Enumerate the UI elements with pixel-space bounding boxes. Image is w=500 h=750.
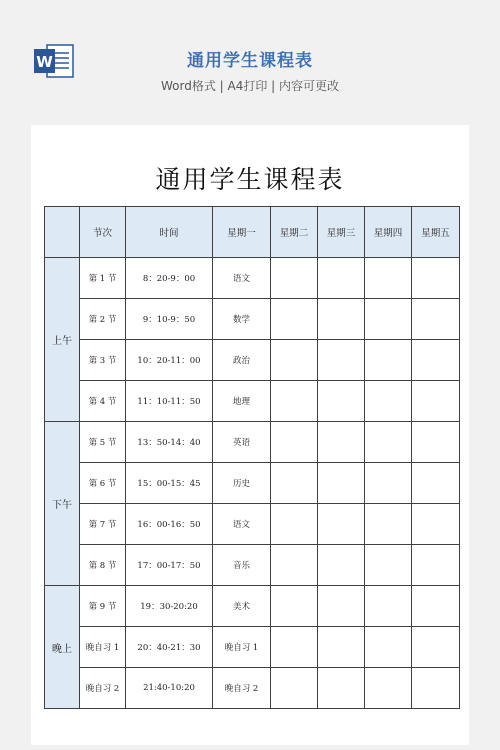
thursday-cell bbox=[365, 627, 412, 668]
time-cell: 20：40-21：30 bbox=[126, 627, 213, 668]
session-cell: 第 6 节 bbox=[80, 463, 126, 504]
svg-text:W: W bbox=[36, 53, 53, 71]
tuesday-cell bbox=[271, 299, 318, 340]
friday-cell bbox=[412, 463, 460, 504]
wednesday-cell bbox=[318, 299, 365, 340]
monday-cell: 政治 bbox=[213, 340, 271, 381]
wednesday-cell bbox=[318, 504, 365, 545]
table-row bbox=[45, 299, 460, 340]
session-cell: 第 5 节 bbox=[80, 422, 126, 463]
table-header-row bbox=[45, 207, 460, 258]
monday-cell: 晚自习 1 bbox=[213, 627, 271, 668]
wednesday-cell bbox=[318, 381, 365, 422]
monday-cell: 美术 bbox=[213, 586, 271, 627]
tuesday-cell bbox=[271, 668, 318, 709]
wednesday-cell bbox=[318, 545, 365, 586]
period-evening: 晚上 bbox=[45, 586, 80, 709]
wednesday-cell bbox=[318, 463, 365, 504]
friday-cell bbox=[412, 586, 460, 627]
session-cell: 第 3 节 bbox=[80, 340, 126, 381]
banner-title: 通用学生课程表 bbox=[187, 51, 313, 71]
thursday-cell bbox=[365, 422, 412, 463]
document-page bbox=[31, 125, 469, 745]
header-cell-friday: 星期五 bbox=[412, 207, 460, 258]
monday-cell: 晚自习 2 bbox=[213, 668, 271, 709]
time-cell: 16：00-16：50 bbox=[126, 504, 213, 545]
header-cell-time: 时间 bbox=[126, 207, 213, 258]
period-afternoon: 下午 bbox=[45, 422, 80, 586]
document-title: 通用学生课程表 bbox=[155, 165, 345, 194]
friday-cell bbox=[412, 668, 460, 709]
time-cell: 10：20-11：00 bbox=[126, 340, 213, 381]
table-row bbox=[45, 258, 460, 299]
table-row bbox=[45, 340, 460, 381]
thursday-cell bbox=[365, 545, 412, 586]
monday-cell: 数学 bbox=[213, 299, 271, 340]
thursday-cell bbox=[365, 258, 412, 299]
time-cell: 9：10-9：50 bbox=[126, 299, 213, 340]
time-cell: 17：00-17：50 bbox=[126, 545, 213, 586]
wednesday-cell bbox=[318, 668, 365, 709]
period-morning: 上午 bbox=[45, 258, 80, 422]
header-cell-tuesday: 星期二 bbox=[271, 207, 318, 258]
thursday-cell bbox=[365, 299, 412, 340]
header-cell-session: 节次 bbox=[80, 207, 126, 258]
session-cell: 第 1 节 bbox=[80, 258, 126, 299]
friday-cell bbox=[412, 340, 460, 381]
friday-cell bbox=[412, 422, 460, 463]
monday-cell: 语文 bbox=[213, 258, 271, 299]
wednesday-cell bbox=[318, 422, 365, 463]
thursday-cell bbox=[365, 586, 412, 627]
session-cell: 晚自习 2 bbox=[80, 668, 126, 709]
table-row bbox=[45, 463, 460, 504]
monday-cell: 地理 bbox=[213, 381, 271, 422]
thursday-cell bbox=[365, 463, 412, 504]
monday-cell: 语文 bbox=[213, 504, 271, 545]
table-row bbox=[45, 586, 460, 627]
time-cell: 19：30-20:20 bbox=[126, 586, 213, 627]
table-row bbox=[45, 504, 460, 545]
session-cell: 第 2 节 bbox=[80, 299, 126, 340]
time-cell: 13：50-14：40 bbox=[126, 422, 213, 463]
tuesday-cell bbox=[271, 340, 318, 381]
session-cell: 第 4 节 bbox=[80, 381, 126, 422]
banner-subtitle: Word格式 | A4打印 | 内容可更改 bbox=[160, 79, 340, 93]
tuesday-cell bbox=[271, 422, 318, 463]
schedule-table bbox=[44, 206, 460, 709]
thursday-cell bbox=[365, 668, 412, 709]
table-row bbox=[45, 545, 460, 586]
friday-cell bbox=[412, 504, 460, 545]
table-row bbox=[45, 422, 460, 463]
tuesday-cell bbox=[271, 545, 318, 586]
wednesday-cell bbox=[318, 627, 365, 668]
friday-cell bbox=[412, 627, 460, 668]
time-cell: 11：10-11：50 bbox=[126, 381, 213, 422]
header-cell-wednesday: 星期三 bbox=[318, 207, 365, 258]
wednesday-cell bbox=[318, 586, 365, 627]
time-cell: 21:40-10:20 bbox=[126, 668, 213, 709]
header-cell-thursday: 星期四 bbox=[365, 207, 412, 258]
thursday-cell bbox=[365, 340, 412, 381]
tuesday-cell bbox=[271, 381, 318, 422]
time-cell: 8：20-9：00 bbox=[126, 258, 213, 299]
monday-cell: 历史 bbox=[213, 463, 271, 504]
thursday-cell bbox=[365, 504, 412, 545]
session-cell: 晚自习 1 bbox=[80, 627, 126, 668]
time-cell: 15：00-15：45 bbox=[126, 463, 213, 504]
tuesday-cell bbox=[271, 586, 318, 627]
table-row bbox=[45, 668, 460, 709]
monday-cell: 英语 bbox=[213, 422, 271, 463]
banner bbox=[0, 0, 500, 125]
table-row bbox=[45, 381, 460, 422]
header-cell-monday: 星期一 bbox=[213, 207, 271, 258]
table-row bbox=[45, 627, 460, 668]
wednesday-cell bbox=[318, 258, 365, 299]
header-cell-group bbox=[45, 207, 80, 258]
session-cell: 第 8 节 bbox=[80, 545, 126, 586]
friday-cell bbox=[412, 299, 460, 340]
monday-cell: 音乐 bbox=[213, 545, 271, 586]
tuesday-cell bbox=[271, 258, 318, 299]
friday-cell bbox=[412, 381, 460, 422]
thursday-cell bbox=[365, 381, 412, 422]
friday-cell bbox=[412, 545, 460, 586]
tuesday-cell bbox=[271, 463, 318, 504]
tuesday-cell bbox=[271, 627, 318, 668]
session-cell: 第 9 节 bbox=[80, 586, 126, 627]
wednesday-cell bbox=[318, 340, 365, 381]
session-cell: 第 7 节 bbox=[80, 504, 126, 545]
friday-cell bbox=[412, 258, 460, 299]
tuesday-cell bbox=[271, 504, 318, 545]
